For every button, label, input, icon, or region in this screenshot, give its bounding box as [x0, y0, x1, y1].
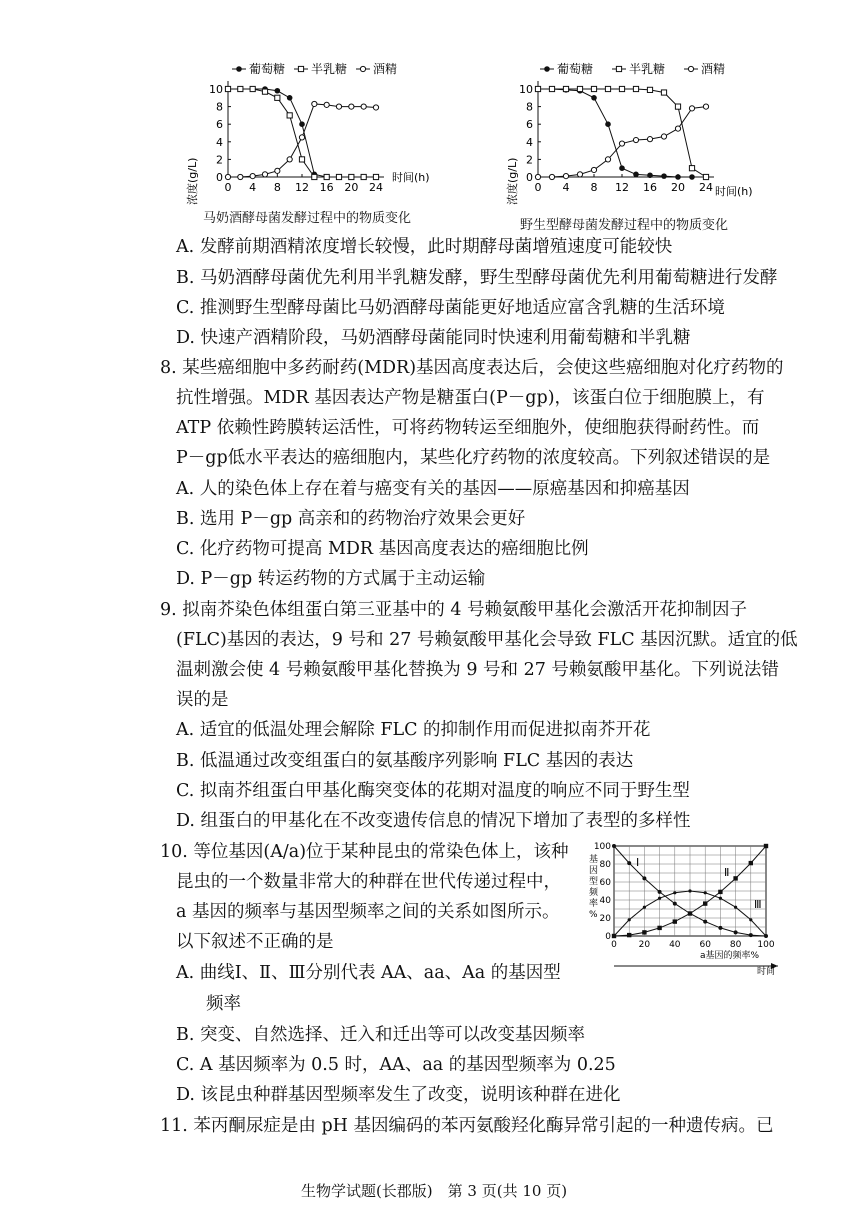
data-point	[733, 876, 737, 880]
y-tick-label: 6	[526, 118, 533, 132]
chart-right	[500, 55, 765, 230]
data-point	[675, 126, 680, 131]
chart-right-caption: 野生型酵母菌发酵过程中的物质变化	[520, 218, 729, 233]
data-point	[225, 86, 230, 91]
data-point	[703, 104, 708, 109]
chart-left-caption: 马奶酒酵母菌发酵过程中的物质变化	[203, 211, 412, 226]
x-tick-label: 24	[699, 181, 713, 194]
data-point	[703, 920, 707, 924]
x-tick-label: 40	[669, 940, 681, 950]
q10-option-c: C. A 基因频率为 0.5 时，AA、aa 的基因型频率为 0.25	[176, 1055, 616, 1075]
q9-option-a: A. 适宜的低温处理会解除 FLC 的抑制作用而促进拟南芥开花	[176, 720, 651, 740]
x-tick-label: 16	[319, 181, 334, 194]
data-point	[612, 934, 615, 937]
data-point	[250, 174, 255, 179]
x-tick-label: 20	[638, 940, 651, 950]
data-point	[299, 157, 304, 162]
data-point	[703, 901, 707, 905]
chart-right-xlabel: 时间(h)	[715, 185, 753, 198]
data-point	[361, 174, 366, 179]
y-tick-label: 2	[216, 153, 223, 167]
legend-entry: 葡萄糖	[249, 62, 286, 76]
q10-option-b: B. 突变、自然选择、迁入和迁出等可以改变基因频率	[176, 1025, 585, 1045]
y-tick-label: 0	[605, 932, 611, 942]
data-point	[642, 876, 646, 880]
q8-stem-line: P－gp低水平表达的癌细胞内，某些化疗药物的浓度较高。下列叙述错误的是	[176, 448, 771, 468]
data-point	[287, 113, 292, 118]
data-point	[275, 168, 280, 173]
q9-stem-line: (FLC)基因的表达，9 号和 27 号赖氨酸甲基化会导致 FLC 基因沉默。适宜的低	[176, 630, 798, 650]
y-tick-label: 20	[599, 914, 611, 924]
data-point	[673, 902, 677, 906]
q10-stem-line: 10. 等位基因(A/a)位于某种昆虫的常染色体上，该种	[160, 842, 569, 862]
data-point	[336, 104, 341, 109]
data-point	[275, 88, 281, 94]
data-point	[675, 104, 680, 109]
y-tick-label: 8	[216, 100, 223, 114]
q10-stem-line: 以下叙述不正确的是	[176, 932, 334, 952]
data-point	[633, 137, 638, 142]
data-point	[225, 174, 230, 179]
data-point	[324, 102, 329, 107]
q10-stem-line: a 基因的频率与基因型频率之间的关系如图所示。	[176, 902, 560, 922]
legend-marker	[360, 66, 365, 71]
q10-option-a-cont: 频率	[206, 994, 241, 1014]
q8-stem-line: 抗性增强。MDR 基因表达产物是糖蛋白(P－gp)，该蛋白位于细胞膜上，有	[176, 388, 765, 408]
x-tick-label: 20	[344, 181, 359, 194]
q11-stem-line: 11. 苯丙酮尿症是由 pH 基因编码的苯丙氨酸羟化酶异常引起的一种遗传病。已	[160, 1116, 774, 1136]
legend-marker	[688, 66, 693, 71]
series-line-2	[538, 89, 706, 177]
x-tick-label: 0	[611, 940, 617, 950]
data-point	[577, 172, 582, 177]
q9-option-c: C. 拟南芥组蛋白甲基化酶突变体的花期对温度的响应不同于野生型	[176, 781, 690, 801]
y-label-char: 型	[589, 877, 599, 887]
q10-option-a: A. 曲线Ⅰ、Ⅱ、Ⅲ分别代表 AA、aa、Aa 的基因型	[176, 963, 561, 983]
data-point	[673, 919, 677, 923]
data-point	[605, 86, 610, 91]
q9-option-d: D. 组蛋白的甲基化在不改变遗传信息的情况下增加了表型的多样性	[176, 811, 691, 831]
data-point	[619, 141, 624, 146]
x-tick-label: 12	[615, 181, 629, 194]
y-tick-label: 0	[216, 171, 223, 184]
curve-label: Ⅰ	[636, 856, 640, 869]
q8-option-a: A. 人的染色体上存在着与癌变有关的基因——原癌基因和抑癌基因	[176, 479, 690, 499]
x-tick-label: 0	[534, 181, 542, 194]
data-point	[764, 934, 767, 937]
legend-marker	[616, 66, 621, 71]
legend-marker	[298, 66, 303, 71]
data-point	[661, 134, 666, 139]
data-point	[688, 889, 691, 892]
data-point	[657, 926, 661, 930]
data-point	[373, 105, 378, 110]
data-point	[262, 172, 267, 177]
data-point	[749, 918, 752, 921]
data-point	[287, 157, 292, 162]
data-point	[591, 167, 596, 172]
data-point	[373, 174, 378, 179]
y-tick-label: 60	[599, 878, 611, 888]
data-point	[563, 174, 568, 179]
data-point	[704, 891, 707, 894]
q7-option-b: B. 马奶酒酵母菌优先利用半乳糖发酵，野生型酵母菌优先利用葡萄糖进行发酵	[176, 268, 778, 288]
data-point	[250, 86, 255, 91]
chart-right-ylabel: 浓度(g/L)	[506, 157, 519, 205]
data-point	[549, 86, 554, 91]
q9-stem-line: 误的是	[176, 690, 229, 710]
data-point	[312, 174, 317, 179]
legend-entry: 半乳糖	[629, 62, 666, 76]
data-point	[633, 86, 638, 91]
data-point	[719, 897, 722, 900]
y-label-char: 基	[589, 855, 599, 865]
q10-option-d: D. 该昆虫种群基因型频率发生了改变，说明该种群在进化	[176, 1085, 621, 1105]
series-line-1	[228, 89, 376, 177]
y-label-char: %	[589, 910, 598, 920]
page-footer: 生物学试题(长郡版) 第 3 页(共 10 页)	[300, 1182, 568, 1200]
y-tick-label: 100	[593, 842, 611, 852]
series-line-1	[538, 89, 706, 177]
data-point	[563, 86, 568, 91]
x-tick-label: 12	[295, 181, 309, 194]
data-point	[627, 933, 631, 937]
legend-entry: 葡萄糖	[557, 62, 594, 76]
data-point	[605, 157, 610, 162]
q8-option-d: D. P－gp 转运药物的方式属于主动运输	[176, 569, 486, 589]
q7-option-c: C. 推测野生型酵母菌比马奶酒酵母菌能更好地适应富含乳糖的生活环境	[176, 298, 725, 318]
data-point	[688, 911, 692, 915]
legend-marker	[236, 66, 242, 72]
data-point	[647, 172, 653, 178]
data-point	[619, 165, 625, 171]
data-point	[642, 930, 646, 934]
chart-left-ylabel: 浓度(g/L)	[186, 157, 199, 205]
data-point	[689, 166, 694, 171]
data-point	[661, 173, 667, 179]
data-point	[749, 933, 753, 937]
data-point	[349, 174, 354, 179]
data-point	[591, 86, 596, 91]
data-point	[238, 86, 243, 91]
data-point	[287, 95, 293, 101]
data-point	[336, 174, 341, 179]
q9-option-b: B. 低温通过改变组蛋白的氨基酸序列影响 FLC 基因的表达	[176, 751, 634, 771]
q8-stem-line: 8. 某些癌细胞中多药耐药(MDR)基因高度表达后，会使这些癌细胞对化疗药物的	[160, 358, 784, 378]
data-point	[275, 95, 280, 100]
data-point	[349, 104, 354, 109]
x-tick-label: 24	[369, 181, 383, 194]
q7-option-a: A. 发酵前期酒精浓度增长较慢，此时期酵母菌增殖速度可能较快	[176, 237, 673, 257]
data-point	[612, 844, 616, 848]
x-tick-label: 80	[729, 940, 742, 950]
data-point	[718, 926, 722, 930]
y-label-char: 频	[589, 888, 599, 898]
y-tick-label: 40	[599, 896, 611, 906]
y-tick-label: 6	[216, 118, 223, 132]
data-point	[764, 844, 768, 848]
data-point	[658, 890, 662, 894]
data-point	[703, 174, 708, 179]
data-point	[299, 135, 304, 140]
data-point	[361, 104, 366, 109]
x-tick-label: 16	[643, 181, 657, 194]
x-tick-label: 8	[590, 181, 598, 194]
x-tick-label: 20	[671, 181, 685, 194]
data-point	[673, 891, 676, 894]
q7-option-d: D. 快速产酒精阶段，马奶酒酵母菌能同时快速利用葡萄糖和半乳糖	[176, 328, 691, 348]
data-point	[689, 174, 695, 180]
y-label-char: 因	[589, 866, 599, 876]
data-point	[619, 86, 624, 91]
chart-right-legend	[540, 61, 725, 76]
q8-stem-line: ATP 依赖性跨膜转运活性，可将药物转运至细胞外，使细胞获得耐药性。而	[176, 418, 760, 438]
data-point	[647, 137, 652, 142]
data-point	[577, 86, 582, 91]
x-tick-label: 4	[562, 181, 570, 194]
data-point	[643, 906, 646, 909]
data-point	[633, 172, 639, 178]
chart-left-xlabel: 时间(h)	[392, 171, 430, 184]
q10-xlabel: a基因的频率%	[700, 951, 760, 961]
chart-left-legend	[232, 61, 397, 76]
y-tick-label: 4	[526, 135, 533, 149]
data-point	[312, 101, 317, 106]
x-tick-label: 0	[224, 181, 232, 194]
y-tick-label: 80	[599, 860, 611, 870]
y-tick-label: 10	[209, 83, 223, 96]
data-point	[535, 174, 540, 179]
q8-option-b: B. 选用 P－gp 高亲和的药物治疗效果会更好	[176, 509, 526, 529]
y-tick-label: 8	[526, 100, 533, 114]
legend-entry: 酒精	[701, 62, 726, 76]
q10-stem-line: 昆虫的一个数量非常大的种群在世代传递过程中，	[176, 872, 561, 892]
data-point	[734, 906, 737, 909]
x-tick-label: 60	[699, 940, 711, 950]
x-tick-label: 4	[249, 181, 257, 194]
data-point	[627, 861, 631, 865]
y-tick-label: 4	[216, 135, 223, 149]
q10-arrow-label: 时间	[757, 967, 776, 976]
chart-left	[180, 55, 430, 230]
series-line-2	[228, 89, 376, 177]
data-point	[605, 121, 611, 127]
legend-marker	[544, 66, 550, 72]
data-point	[689, 106, 694, 111]
data-point	[675, 174, 681, 180]
data-point	[591, 95, 597, 101]
legend-entry: 酒精	[373, 62, 398, 76]
data-point	[262, 89, 267, 94]
data-point	[647, 87, 652, 92]
chart-q10	[580, 836, 785, 976]
data-point	[628, 918, 631, 921]
data-point	[299, 121, 305, 127]
curve-label: Ⅲ	[754, 898, 762, 911]
data-point	[535, 86, 540, 91]
legend-entry: 半乳糖	[311, 62, 348, 76]
curve-label: Ⅱ	[724, 866, 730, 879]
data-point	[238, 174, 243, 179]
y-tick-label: 0	[526, 171, 533, 184]
y-tick-label: 2	[526, 153, 533, 167]
data-point	[661, 90, 666, 95]
q8-option-c: C. 化疗药物可提高 MDR 基因高度表达的癌细胞比例	[176, 539, 589, 559]
data-point	[734, 930, 738, 934]
data-point	[324, 174, 329, 179]
data-point	[749, 861, 753, 865]
q9-stem-line: 9. 拟南芥染色体组蛋白第三亚基中的 4 号赖氨酸甲基化会激活开花抑制因子	[160, 600, 748, 620]
x-tick-label: 8	[273, 181, 281, 194]
data-point	[658, 897, 661, 900]
q9-stem-line: 温刺激会使 4 号赖氨酸甲基化替换为 9 号和 27 号赖氨酸甲基化。下列说法错	[176, 660, 779, 680]
y-label-char: 率	[589, 899, 599, 909]
data-point	[549, 174, 554, 179]
x-tick-label: 100	[757, 940, 775, 950]
y-tick-label: 10	[519, 83, 533, 96]
data-point	[718, 890, 722, 894]
